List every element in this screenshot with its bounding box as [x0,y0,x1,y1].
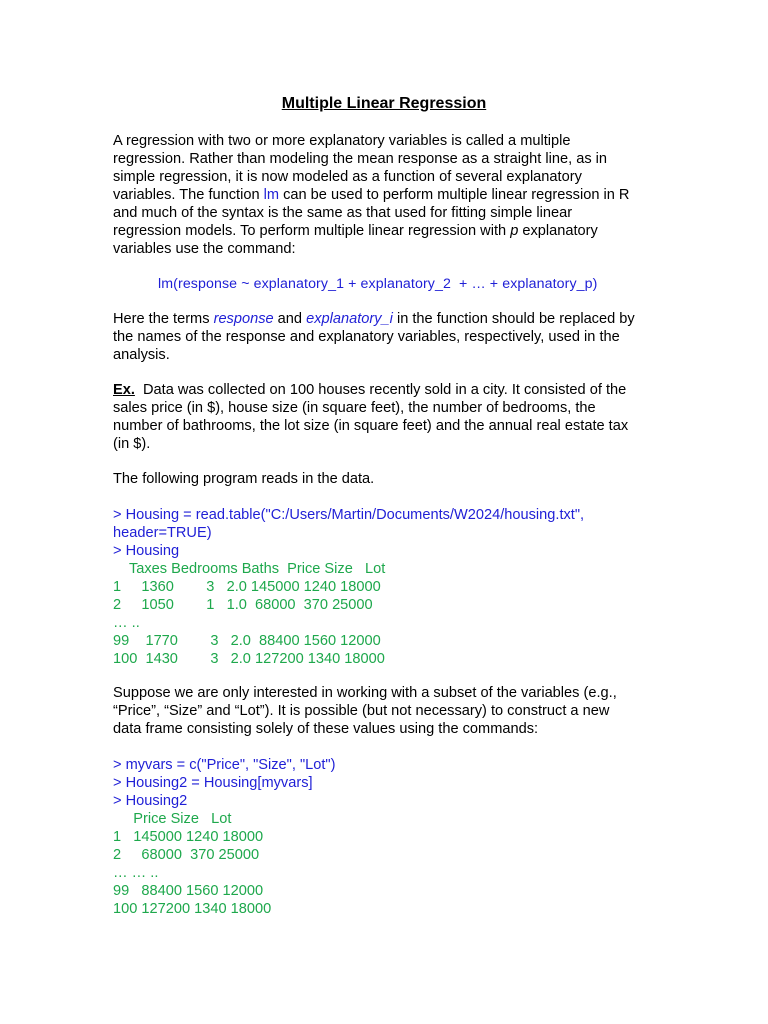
terms-text: Here the terms [113,311,214,327]
subset-line: “Price”, “Size” and “Lot”). It is possible (but not necessary) to construct a new [113,703,610,719]
code-command: > Housing2 [113,793,188,809]
response-term: response [213,311,274,327]
terms-text: in the function should be replaced by [392,311,635,327]
intro-line: A regression with two or more explanatory variables is called a multiple [113,133,571,149]
intro-line [113,222,653,240]
example-line: (in $). [113,436,151,452]
example-paragraph [113,381,653,453]
lm-function-name: lm [263,187,280,203]
code-command: > Housing = read.table("C:/Users/Martin/Documents/W2024/housing.txt", [113,507,585,523]
example-line: number of bathrooms, the lot size (in square feet) and the annual real estate tax [113,418,629,434]
intro-text: can be used to perform multiple linear regression in R [279,187,630,203]
code-command: header=TRUE) [113,525,212,541]
page-title: Multiple Linear Regression [281,95,487,112]
example-text: Data was collected on 100 houses recently sold in a city. It consisted of the [134,382,627,398]
intro-text: variables. The function [113,187,264,203]
terms-line: the names of the response and explanatory variables, respectively, used in the [113,329,620,345]
output-row: 1 1360 3 2.0 145000 1240 18000 [113,579,381,595]
output-row: 1 145000 1240 18000 [113,829,264,845]
intro-text: regression models. To perform multiple linear regression with [113,223,511,239]
output-header: Price Size Lot [113,811,232,827]
intro-line: regression. Rather than modeling the mean response as a straight line, as in [113,151,608,167]
lm-formula: lm(response ~ explanatory_1 + explanatory_2 + … + explanatory_p) [158,276,598,292]
program-note [113,470,653,488]
terms-line: analysis. [113,347,170,363]
output-row: 2 68000 370 25000 [113,847,260,863]
output-row: 99 88400 1560 12000 [113,883,264,899]
code-command: > Housing2 = Housing[myvars] [113,775,313,791]
code-block-read-data [113,506,653,668]
intro-line: variables use the command: [113,241,296,257]
code-block-subset [113,756,653,918]
code-command: > myvars = c("Price", "Size", "Lot") [113,757,336,773]
output-ellipsis: … … .. [113,865,159,881]
intro-text: explanatory [518,223,598,239]
terms-text: and [273,311,307,327]
p-variable: p [510,223,519,239]
subset-line: Suppose we are only interested in working with a subset of the variables (e.g., [113,685,617,701]
intro-paragraph [113,132,653,258]
example-label: Ex. [113,382,135,398]
output-row: 99 1770 3 2.0 88400 1560 12000 [113,633,381,649]
terms-paragraph [113,310,653,364]
output-row: 2 1050 1 1.0 68000 370 25000 [113,597,373,613]
output-row: 100 1430 3 2.0 127200 1340 18000 [113,651,385,667]
explanatory-term: explanatory_i [306,311,393,327]
intro-line: and much of the syntax is the same as that used for fitting simple linear [113,205,573,221]
example-line [113,381,653,399]
terms-line [113,310,653,328]
output-row: 100 127200 1340 18000 [113,901,272,917]
subset-line: data frame consisting solely of these values using the commands: [113,721,539,737]
code-command: > Housing [113,543,180,559]
intro-line: simple regression, it is now modeled as a function of several explanatory [113,169,582,185]
output-header: Taxes Bedrooms Baths Price Size Lot [113,561,386,577]
example-line: sales price (in $), house size (in square feet), the number of bedrooms, the [113,400,596,416]
output-ellipsis: … .. [113,615,140,631]
subset-paragraph [113,684,653,738]
program-note-text: The following program reads in the data. [113,471,375,487]
intro-line [113,186,653,204]
